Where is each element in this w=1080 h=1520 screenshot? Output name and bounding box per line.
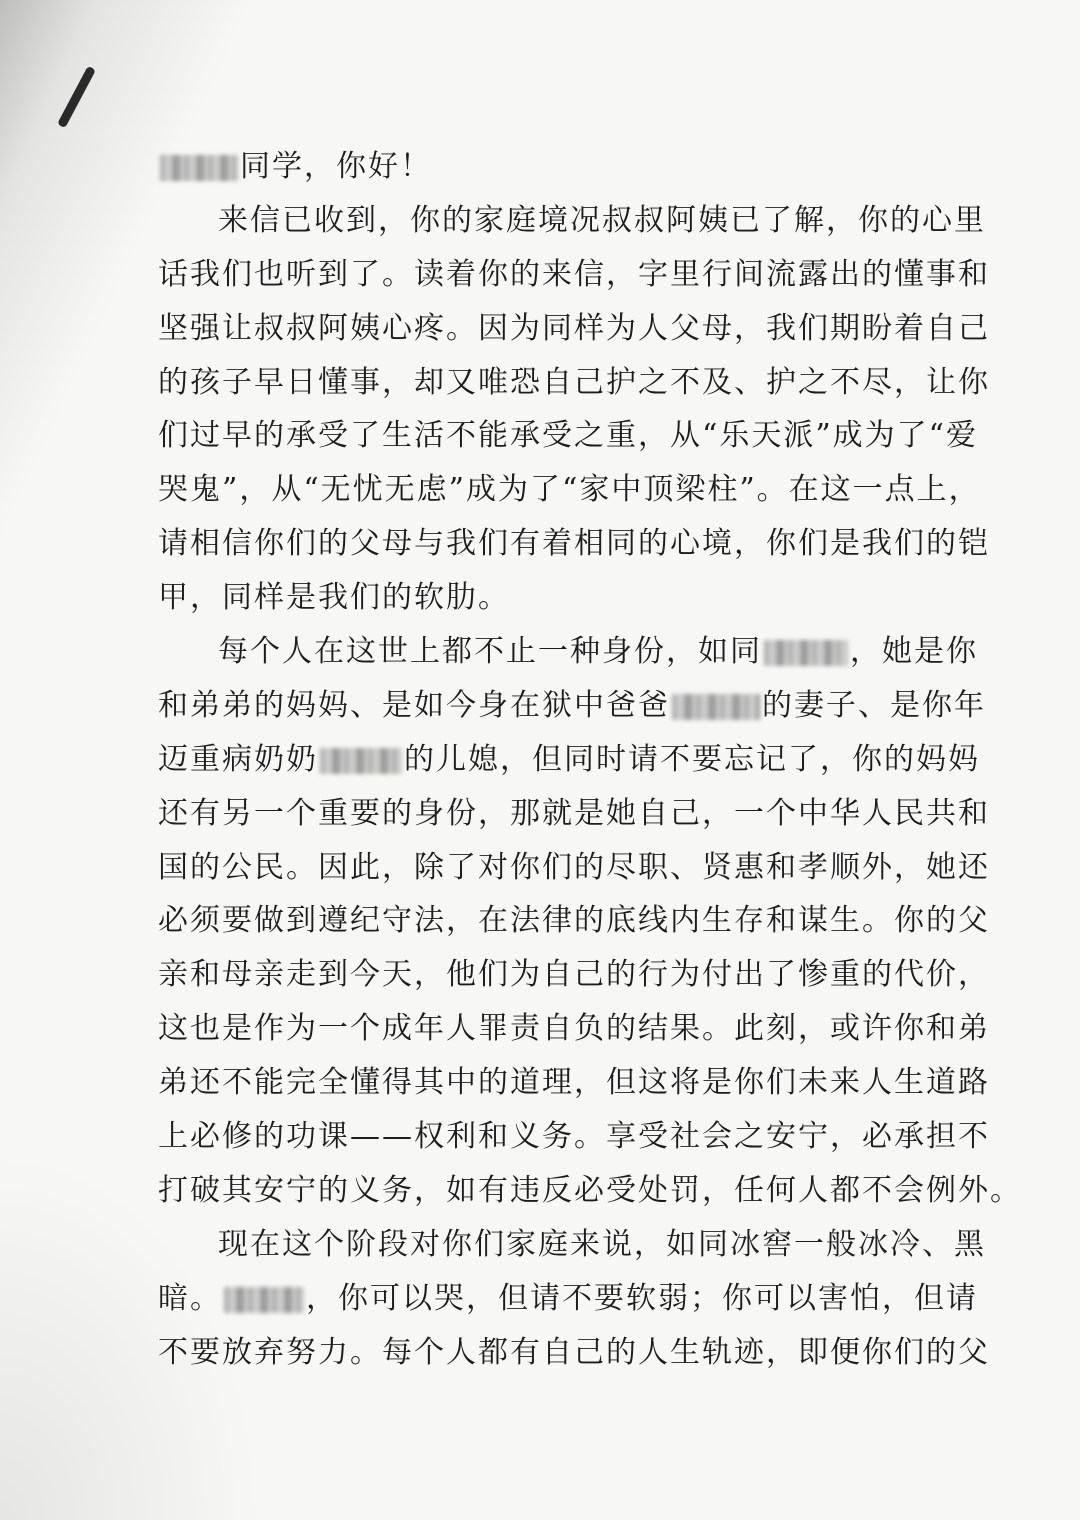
text-line: 不要放弃努力。每个人都有自己的人生轨迹，即便你们的父: [158, 1334, 990, 1370]
text-line: [158, 625, 978, 679]
redacted-name: [764, 640, 848, 666]
text-segment: 的儿媳，但同时请不要忘记了，你的妈妈: [404, 741, 980, 777]
text-line: 弟还不能完全懂得其中的道理，但这将是你们未来人生道路: [158, 1065, 990, 1101]
text-segment: 迈重病奶奶: [158, 741, 318, 777]
text-line: 哭鬼”，从“无忧无虑”成为了“家中顶梁柱”。在这一点上，: [158, 472, 981, 508]
text-line: 请相信你们的父母与我们有着相同的心境，你们是我们的铠: [158, 526, 990, 562]
text-line: 坚强让叔叔阿姨心疼。因为同样为人父母，我们期盼着自己: [158, 310, 990, 346]
text-line: [158, 1272, 978, 1326]
salutation-text: 同学，你好！: [240, 149, 432, 184]
text-line: 打破其安宁的义务，如有违反必受处罚，任何人都不会例外。: [158, 1172, 1022, 1208]
text-segment: ，她是你: [850, 634, 978, 670]
text-segment: 每个人在这世上都不止一种身份，如同: [218, 634, 762, 670]
text-line: 们过早的承受了生活不能承受之重，从“乐天派”成为了“爱: [158, 418, 979, 454]
text-line: 来信已收到，你的家庭境况叔叔阿姨已了解，你的心里: [218, 202, 986, 238]
text-line: 这也是作为一个成年人罪责自负的结果。此刻，或许你和弟: [158, 1011, 990, 1047]
text-line: [158, 679, 986, 733]
text-line: 话我们也听到了。读着你的来信，字里行间流露出的懂事和: [158, 256, 990, 292]
text-line: [158, 733, 980, 787]
text-line: 还有另一个重要的身份，那就是她自己，一个中华人民共和: [158, 795, 990, 831]
redacted-name: [160, 155, 238, 181]
redacted-name: [224, 1287, 304, 1313]
text-line: 必须要做到遵纪守法，在法律的底线内生存和谋生。你的父: [158, 903, 990, 939]
redacted-name: [320, 748, 402, 774]
text-segment: 的妻子、是你年: [762, 687, 986, 723]
text-line: 亲和母亲走到今天，他们为自己的行为付出了惨重的代价，: [158, 957, 990, 993]
text-segment: 和弟弟的妈妈、是如今身在狱中爸爸: [158, 687, 670, 723]
paragraph-2: [158, 625, 1022, 1218]
text-line: 现在这个阶段对你们家庭来说，如同冰窖一般冰冷、黑: [218, 1226, 986, 1262]
text-segment: ，你可以哭，但请不要软弱；你可以害怕，但请: [306, 1280, 978, 1316]
letter-body: [158, 140, 1022, 1379]
text-line: 的孩子早日懂事，却又唯恐自己护之不及、护之不尽，让你: [158, 364, 990, 400]
fold-mark: [57, 66, 96, 128]
paragraph-3: [158, 1218, 990, 1380]
redacted-name: [672, 694, 760, 720]
text-line: 甲，同样是我们的软肋。: [158, 580, 510, 616]
salutation: [158, 140, 918, 194]
text-segment: 暗。: [158, 1280, 222, 1316]
text-line: 上必修的功课——权利和义务。享受社会之安宁，必承担不: [158, 1119, 990, 1155]
text-line: 国的公民。因此，除了对你们的尽职、贤惠和孝顺外，她还: [158, 849, 990, 885]
paragraph-1: [158, 194, 990, 625]
